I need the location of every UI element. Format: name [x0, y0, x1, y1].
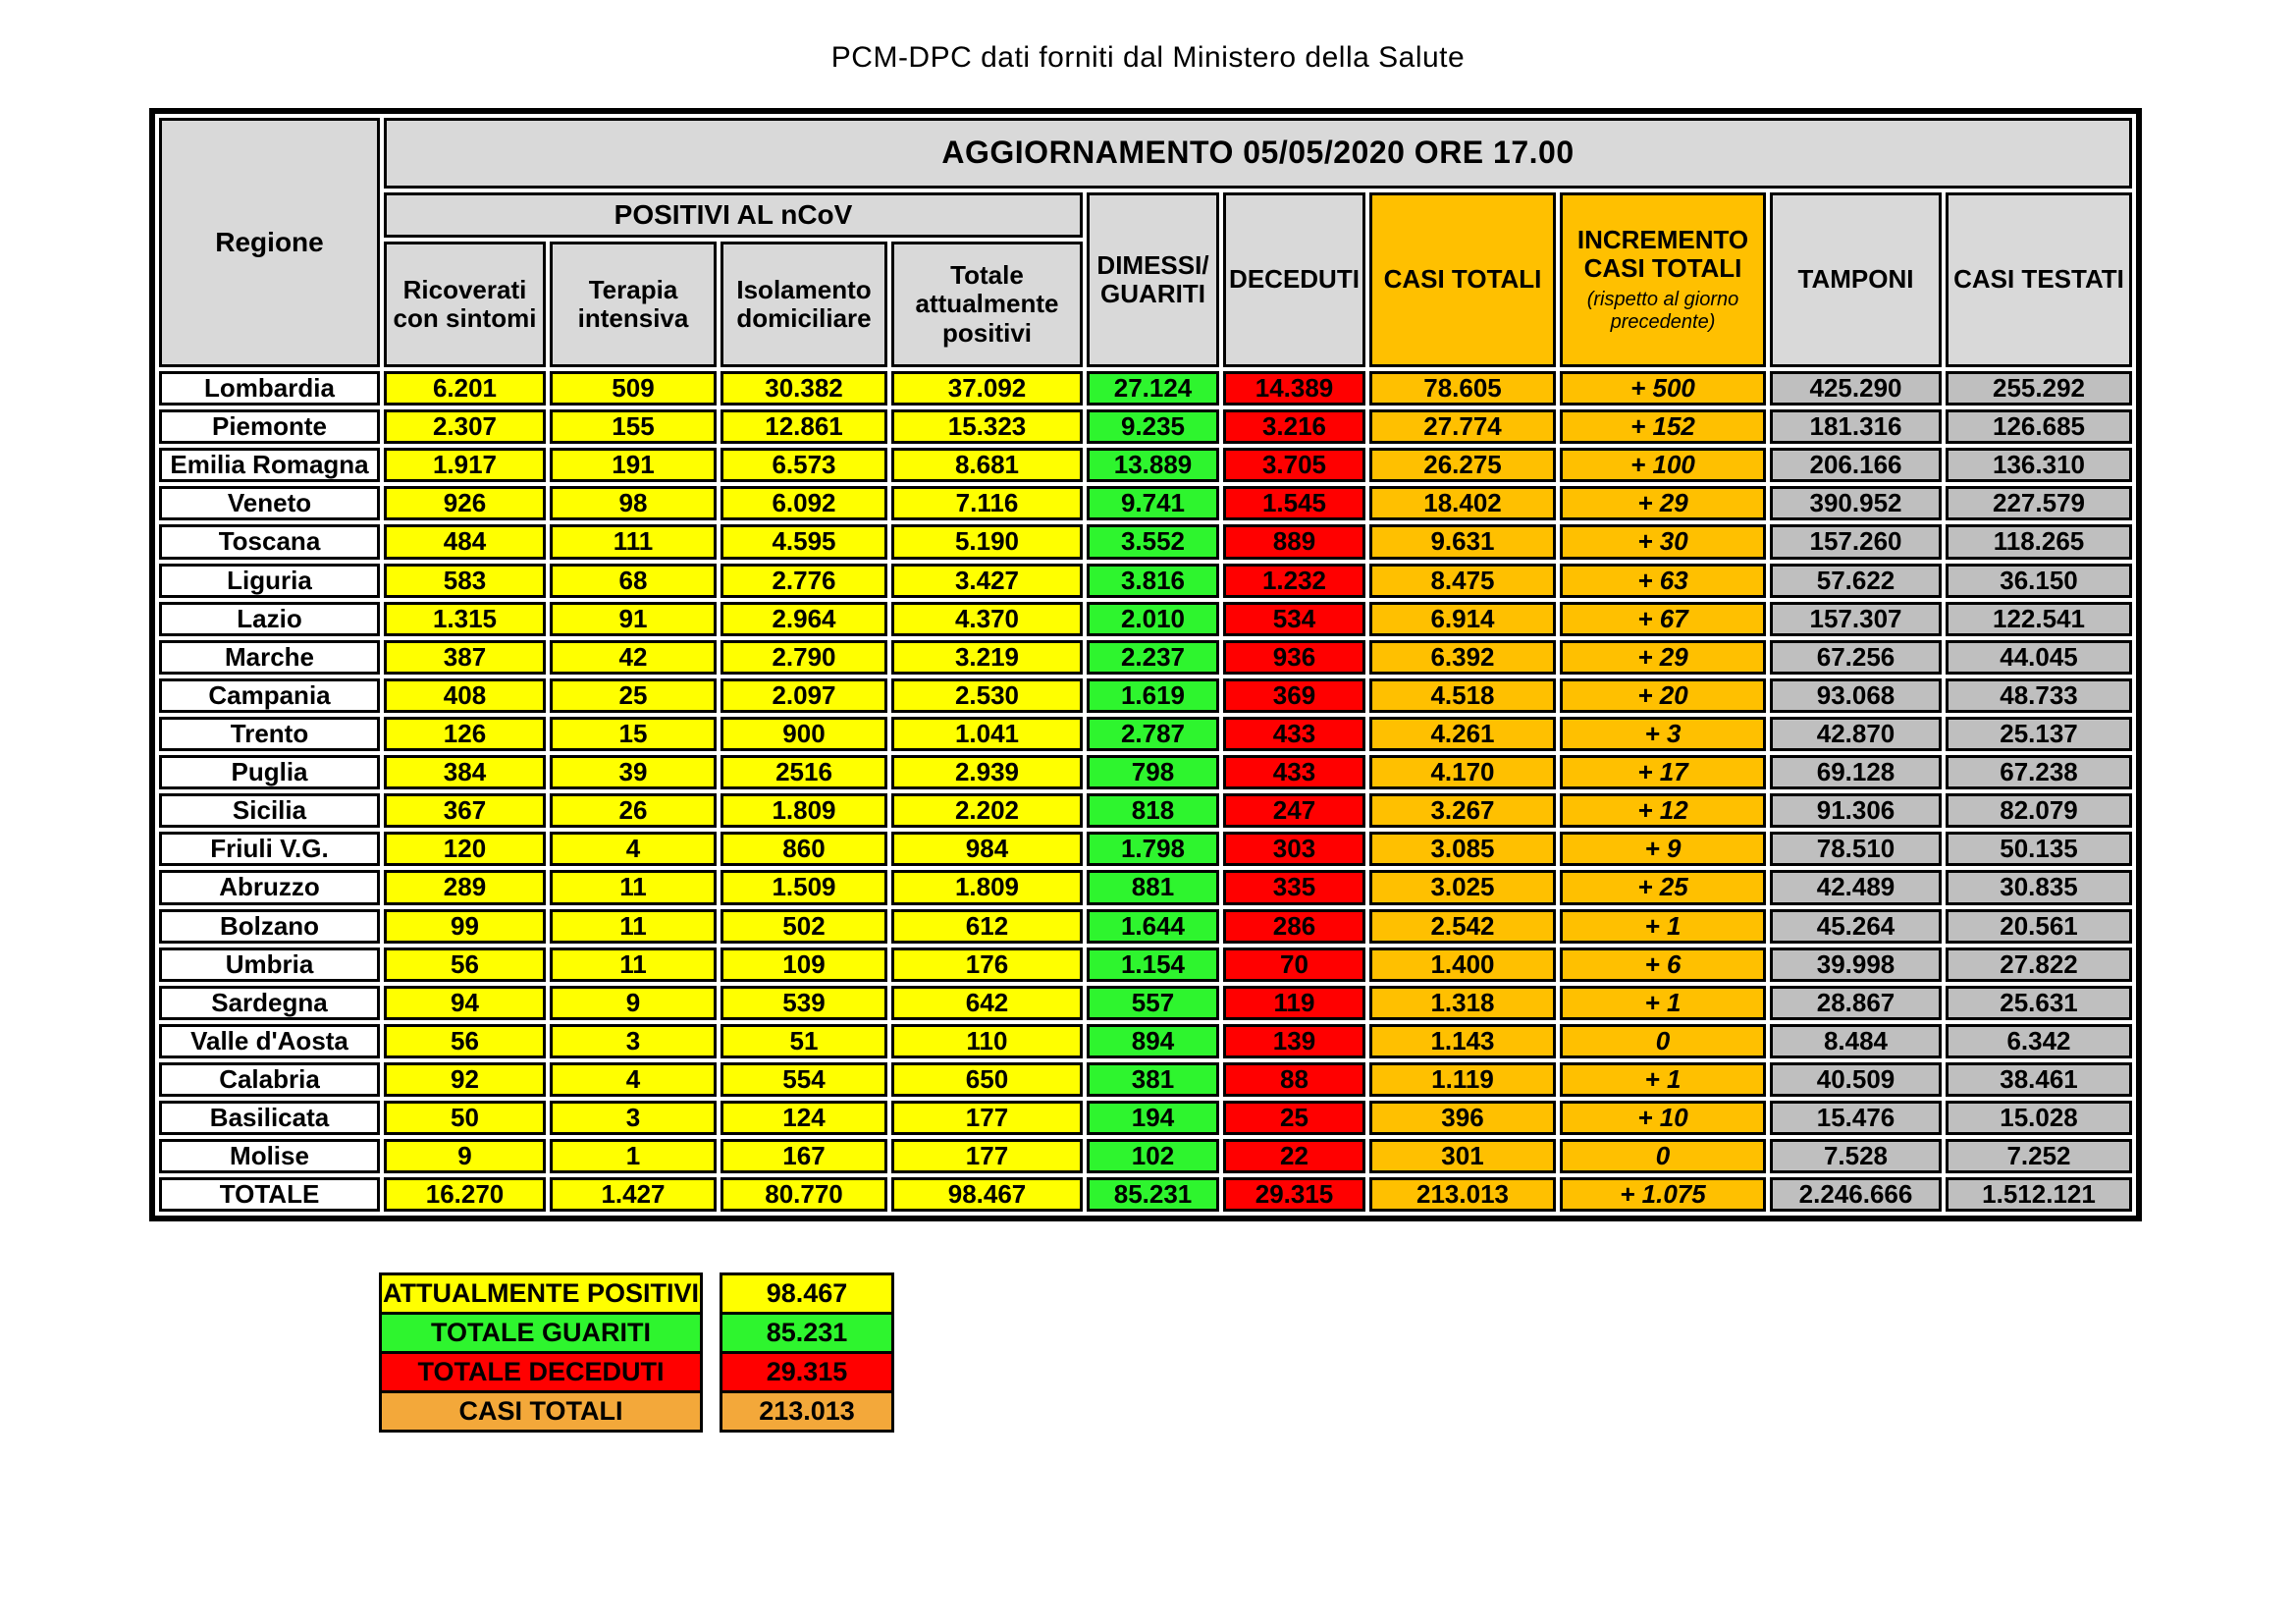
cell-totale-positivi: 2.202 — [891, 793, 1083, 828]
cell-dimessi-guariti: 9.235 — [1087, 409, 1219, 444]
cell-terapia-intensiva: 98 — [550, 486, 717, 520]
cell-tamponi: 390.952 — [1770, 486, 1942, 520]
cell-casi-testati: 36.150 — [1946, 564, 2132, 598]
cell-casi-totali: 301 — [1369, 1139, 1556, 1173]
incremento-label: INCREMENTO CASI TOTALI — [1576, 224, 1749, 283]
cell-tamponi: 91.306 — [1770, 793, 1942, 828]
cell-casi-testati: 48.733 — [1946, 678, 2132, 713]
cell-dimessi-guariti: 1.154 — [1087, 947, 1219, 982]
cell-ricoverati: 94 — [384, 986, 546, 1020]
cell-incremento: + 6 — [1560, 947, 1766, 982]
cell-dimessi-guariti: 13.889 — [1087, 448, 1219, 482]
cell-region-name: Trento — [159, 717, 380, 751]
cell-tamponi: 7.528 — [1770, 1139, 1942, 1173]
cell-ricoverati: 2.307 — [384, 409, 546, 444]
cell-dimessi-guariti: 798 — [1087, 755, 1219, 789]
cell-incremento: + 25 — [1560, 870, 1766, 904]
cell-dimessi-guariti: 3.816 — [1087, 564, 1219, 598]
cell-casi-testati: 15.028 — [1946, 1101, 2132, 1135]
table-header — [159, 118, 2132, 367]
table-row — [159, 1024, 2132, 1058]
cell-isolamento: 554 — [721, 1062, 887, 1097]
cell-totale-positivi: 3.427 — [891, 564, 1083, 598]
cell-ricoverati: 484 — [384, 524, 546, 559]
cell-tamponi: 28.867 — [1770, 986, 1942, 1020]
cell-isolamento: 860 — [721, 832, 887, 866]
cell-isolamento: 12.861 — [721, 409, 887, 444]
cell-incremento: 0 — [1560, 1024, 1766, 1058]
cell-terapia-intensiva: 11 — [550, 870, 717, 904]
table-row — [159, 986, 2132, 1020]
cell-casi-testati: 6.342 — [1946, 1024, 2132, 1058]
cell-dimessi-guariti: 85.231 — [1087, 1177, 1219, 1212]
cell-ricoverati: 9 — [384, 1139, 546, 1173]
cell-totale-positivi: 110 — [891, 1024, 1083, 1058]
cell-casi-testati: 227.579 — [1946, 486, 2132, 520]
cell-casi-testati: 30.835 — [1946, 870, 2132, 904]
table-row — [159, 448, 2132, 482]
cell-casi-testati: 50.135 — [1946, 832, 2132, 866]
cell-tamponi: 40.509 — [1770, 1062, 1942, 1097]
cell-deceduti: 29.315 — [1223, 1177, 1365, 1212]
cell-isolamento: 2.790 — [721, 640, 887, 675]
cell-terapia-intensiva: 15 — [550, 717, 717, 751]
cell-casi-testati: 27.822 — [1946, 947, 2132, 982]
cell-ricoverati: 408 — [384, 678, 546, 713]
cell-tamponi: 57.622 — [1770, 564, 1942, 598]
cell-region-name: Calabria — [159, 1062, 380, 1097]
cell-casi-testati: 82.079 — [1946, 793, 2132, 828]
cell-incremento: 0 — [1560, 1139, 1766, 1173]
cell-region-name: TOTALE — [159, 1177, 380, 1212]
cell-region-name: Campania — [159, 678, 380, 713]
cell-dimessi-guariti: 2.787 — [1087, 717, 1219, 751]
cell-dimessi-guariti: 2.010 — [1087, 602, 1219, 636]
cell-casi-totali: 9.631 — [1369, 524, 1556, 559]
cell-isolamento: 124 — [721, 1101, 887, 1135]
cell-tamponi: 157.307 — [1770, 602, 1942, 636]
cell-ricoverati: 126 — [384, 717, 546, 751]
cell-casi-testati: 136.310 — [1946, 448, 2132, 482]
summary-value-totale-deceduti: 29.315 — [720, 1351, 894, 1393]
col-header-dimessi-guariti: DIMESSI/ GUARITI — [1087, 192, 1219, 367]
cell-ricoverati: 6.201 — [384, 371, 546, 406]
cell-casi-testati: 44.045 — [1946, 640, 2132, 675]
cell-casi-testati: 118.265 — [1946, 524, 2132, 559]
summary-table — [379, 1272, 2296, 1433]
cell-region-name: Puglia — [159, 755, 380, 789]
cell-region-name: Marche — [159, 640, 380, 675]
totale-row — [159, 1177, 2132, 1212]
cell-totale-positivi: 176 — [891, 947, 1083, 982]
cell-totale-positivi: 2.530 — [891, 678, 1083, 713]
cell-isolamento: 30.382 — [721, 371, 887, 406]
summary-label-casi-totali: CASI TOTALI — [379, 1390, 703, 1433]
cell-deceduti: 70 — [1223, 947, 1365, 982]
cell-incremento: + 1 — [1560, 1062, 1766, 1097]
cell-casi-testati: 25.137 — [1946, 717, 2132, 751]
cell-incremento: + 1 — [1560, 909, 1766, 944]
table-row — [159, 602, 2132, 636]
cell-casi-testati: 255.292 — [1946, 371, 2132, 406]
cell-incremento: + 1.075 — [1560, 1177, 1766, 1212]
cell-tamponi: 42.489 — [1770, 870, 1942, 904]
cell-dimessi-guariti: 194 — [1087, 1101, 1219, 1135]
cell-region-name: Sicilia — [159, 793, 380, 828]
cell-casi-totali: 26.275 — [1369, 448, 1556, 482]
cell-tamponi: 39.998 — [1770, 947, 1942, 982]
covid-region-table — [149, 108, 2142, 1221]
cell-isolamento: 109 — [721, 947, 887, 982]
summary-labels-column — [379, 1272, 703, 1433]
cell-region-name: Liguria — [159, 564, 380, 598]
cell-region-name: Lombardia — [159, 371, 380, 406]
cell-ricoverati: 384 — [384, 755, 546, 789]
cell-dimessi-guariti: 818 — [1087, 793, 1219, 828]
cell-ricoverati: 120 — [384, 832, 546, 866]
cell-region-name: Sardegna — [159, 986, 380, 1020]
cell-isolamento: 502 — [721, 909, 887, 944]
cell-region-name: Lazio — [159, 602, 380, 636]
cell-terapia-intensiva: 26 — [550, 793, 717, 828]
cell-deceduti: 534 — [1223, 602, 1365, 636]
cell-deceduti: 3.216 — [1223, 409, 1365, 444]
cell-isolamento: 2.964 — [721, 602, 887, 636]
cell-incremento: + 3 — [1560, 717, 1766, 751]
cell-deceduti: 433 — [1223, 717, 1365, 751]
summary-label-totale-guariti: TOTALE GUARITI — [379, 1312, 703, 1354]
cell-totale-positivi: 98.467 — [891, 1177, 1083, 1212]
cell-incremento: + 10 — [1560, 1101, 1766, 1135]
cell-isolamento: 51 — [721, 1024, 887, 1058]
page-title: PCM-DPC dati forniti dal Ministero della Salute — [830, 41, 1466, 74]
cell-isolamento: 80.770 — [721, 1177, 887, 1212]
col-header-isolamento: Isolamento domiciliare — [721, 242, 887, 367]
cell-deceduti: 286 — [1223, 909, 1365, 944]
cell-casi-totali: 2.542 — [1369, 909, 1556, 944]
cell-casi-totali: 1.143 — [1369, 1024, 1556, 1058]
col-header-deceduti: DECEDUTI — [1223, 192, 1365, 367]
cell-deceduti: 1.232 — [1223, 564, 1365, 598]
table-body — [159, 371, 2132, 1212]
cell-incremento: + 17 — [1560, 755, 1766, 789]
cell-incremento: + 100 — [1560, 448, 1766, 482]
cell-terapia-intensiva: 191 — [550, 448, 717, 482]
cell-region-name: Molise — [159, 1139, 380, 1173]
cell-dimessi-guariti: 1.798 — [1087, 832, 1219, 866]
summary-label-attualmente-positivi: ATTUALMENTE POSITIVI — [379, 1272, 703, 1315]
cell-tamponi: 69.128 — [1770, 755, 1942, 789]
table-row — [159, 793, 2132, 828]
cell-isolamento: 2.776 — [721, 564, 887, 598]
table-row — [159, 1101, 2132, 1135]
table-row — [159, 678, 2132, 713]
table-row — [159, 371, 2132, 406]
cell-dimessi-guariti: 1.619 — [1087, 678, 1219, 713]
cell-terapia-intensiva: 11 — [550, 909, 717, 944]
cell-totale-positivi: 2.939 — [891, 755, 1083, 789]
cell-deceduti: 335 — [1223, 870, 1365, 904]
cell-tamponi: 2.246.666 — [1770, 1177, 1942, 1212]
cell-ricoverati: 56 — [384, 947, 546, 982]
cell-region-name: Bolzano — [159, 909, 380, 944]
cell-region-name: Emilia Romagna — [159, 448, 380, 482]
cell-ricoverati: 56 — [384, 1024, 546, 1058]
cell-dimessi-guariti: 3.552 — [1087, 524, 1219, 559]
cell-ricoverati: 92 — [384, 1062, 546, 1097]
cell-casi-totali: 1.119 — [1369, 1062, 1556, 1097]
cell-deceduti: 303 — [1223, 832, 1365, 866]
table-row — [159, 909, 2132, 944]
cell-isolamento: 6.573 — [721, 448, 887, 482]
cell-totale-positivi: 37.092 — [891, 371, 1083, 406]
cell-casi-totali: 18.402 — [1369, 486, 1556, 520]
cell-isolamento: 1.809 — [721, 793, 887, 828]
cell-ricoverati: 387 — [384, 640, 546, 675]
cell-region-name: Abruzzo — [159, 870, 380, 904]
cell-totale-positivi: 5.190 — [891, 524, 1083, 559]
cell-ricoverati: 926 — [384, 486, 546, 520]
table-row — [159, 409, 2132, 444]
col-group-positivi-ncov: POSITIVI AL nCoV — [384, 192, 1083, 238]
cell-region-name: Veneto — [159, 486, 380, 520]
cell-terapia-intensiva: 3 — [550, 1101, 717, 1135]
col-header-casi-totali: CASI TOTALI — [1369, 192, 1556, 367]
cell-casi-totali: 4.170 — [1369, 755, 1556, 789]
cell-dimessi-guariti: 894 — [1087, 1024, 1219, 1058]
cell-deceduti: 936 — [1223, 640, 1365, 675]
cell-totale-positivi: 1.041 — [891, 717, 1083, 751]
col-header-totale-positivi: Totale attualmente positivi — [891, 242, 1083, 367]
table-row — [159, 640, 2132, 675]
cell-casi-totali: 1.318 — [1369, 986, 1556, 1020]
cell-casi-testati: 38.461 — [1946, 1062, 2132, 1097]
cell-casi-testati: 122.541 — [1946, 602, 2132, 636]
table-row — [159, 832, 2132, 866]
cell-casi-totali: 6.392 — [1369, 640, 1556, 675]
cell-casi-totali: 4.518 — [1369, 678, 1556, 713]
cell-deceduti: 139 — [1223, 1024, 1365, 1058]
cell-tamponi: 93.068 — [1770, 678, 1942, 713]
col-header-ricoverati: Ricoverati con sintomi — [384, 242, 546, 367]
cell-terapia-intensiva: 39 — [550, 755, 717, 789]
cell-incremento: + 152 — [1560, 409, 1766, 444]
cell-ricoverati: 50 — [384, 1101, 546, 1135]
cell-totale-positivi: 650 — [891, 1062, 1083, 1097]
cell-totale-positivi: 8.681 — [891, 448, 1083, 482]
cell-terapia-intensiva: 42 — [550, 640, 717, 675]
cell-tamponi: 78.510 — [1770, 832, 1942, 866]
cell-terapia-intensiva: 9 — [550, 986, 717, 1020]
cell-casi-totali: 6.914 — [1369, 602, 1556, 636]
cell-incremento: + 63 — [1560, 564, 1766, 598]
cell-ricoverati: 99 — [384, 909, 546, 944]
cell-deceduti: 14.389 — [1223, 371, 1365, 406]
cell-deceduti: 3.705 — [1223, 448, 1365, 482]
cell-terapia-intensiva: 25 — [550, 678, 717, 713]
cell-totale-positivi: 7.116 — [891, 486, 1083, 520]
cell-terapia-intensiva: 3 — [550, 1024, 717, 1058]
cell-incremento: + 29 — [1560, 640, 1766, 675]
cell-casi-testati: 67.238 — [1946, 755, 2132, 789]
cell-dimessi-guariti: 9.741 — [1087, 486, 1219, 520]
cell-ricoverati: 1.315 — [384, 602, 546, 636]
cell-casi-totali: 1.400 — [1369, 947, 1556, 982]
update-header: AGGIORNAMENTO 05/05/2020 ORE 17.00 — [384, 118, 2132, 189]
cell-totale-positivi: 1.809 — [891, 870, 1083, 904]
cell-deceduti: 889 — [1223, 524, 1365, 559]
cell-incremento: + 9 — [1560, 832, 1766, 866]
cell-ricoverati: 289 — [384, 870, 546, 904]
cell-casi-testati: 7.252 — [1946, 1139, 2132, 1173]
cell-tamponi: 157.260 — [1770, 524, 1942, 559]
table-row — [159, 564, 2132, 598]
cell-terapia-intensiva: 1 — [550, 1139, 717, 1173]
cell-terapia-intensiva: 4 — [550, 1062, 717, 1097]
cell-region-name: Umbria — [159, 947, 380, 982]
cell-terapia-intensiva: 68 — [550, 564, 717, 598]
cell-deceduti: 88 — [1223, 1062, 1365, 1097]
cell-dimessi-guariti: 27.124 — [1087, 371, 1219, 406]
cell-totale-positivi: 3.219 — [891, 640, 1083, 675]
col-header-casi-testati: CASI TESTATI — [1946, 192, 2132, 367]
cell-incremento: + 12 — [1560, 793, 1766, 828]
cell-isolamento: 2516 — [721, 755, 887, 789]
cell-incremento: + 20 — [1560, 678, 1766, 713]
cell-isolamento: 6.092 — [721, 486, 887, 520]
cell-incremento: + 67 — [1560, 602, 1766, 636]
cell-deceduti: 433 — [1223, 755, 1365, 789]
cell-dimessi-guariti: 881 — [1087, 870, 1219, 904]
cell-isolamento: 2.097 — [721, 678, 887, 713]
cell-region-name: Basilicata — [159, 1101, 380, 1135]
cell-totale-positivi: 177 — [891, 1101, 1083, 1135]
col-header-regione: Regione — [159, 118, 380, 367]
cell-terapia-intensiva: 91 — [550, 602, 717, 636]
cell-terapia-intensiva: 11 — [550, 947, 717, 982]
cell-casi-totali: 4.261 — [1369, 717, 1556, 751]
cell-region-name: Toscana — [159, 524, 380, 559]
table-row — [159, 870, 2132, 904]
cell-terapia-intensiva: 111 — [550, 524, 717, 559]
cell-deceduti: 369 — [1223, 678, 1365, 713]
cell-casi-testati: 25.631 — [1946, 986, 2132, 1020]
cell-casi-testati: 1.512.121 — [1946, 1177, 2132, 1212]
table-row — [159, 1062, 2132, 1097]
cell-casi-totali: 78.605 — [1369, 371, 1556, 406]
cell-deceduti: 247 — [1223, 793, 1365, 828]
cell-totale-positivi: 612 — [891, 909, 1083, 944]
cell-dimessi-guariti: 2.237 — [1087, 640, 1219, 675]
cell-incremento: + 29 — [1560, 486, 1766, 520]
table-row — [159, 1139, 2132, 1173]
cell-ricoverati: 16.270 — [384, 1177, 546, 1212]
cell-totale-positivi: 4.370 — [891, 602, 1083, 636]
cell-ricoverati: 1.917 — [384, 448, 546, 482]
cell-tamponi: 206.166 — [1770, 448, 1942, 482]
cell-totale-positivi: 177 — [891, 1139, 1083, 1173]
cell-isolamento: 539 — [721, 986, 887, 1020]
cell-deceduti: 22 — [1223, 1139, 1365, 1173]
col-header-terapia-intensiva: Terapia intensiva — [550, 242, 717, 367]
cell-isolamento: 900 — [721, 717, 887, 751]
summary-values-column — [720, 1272, 894, 1433]
col-header-tamponi: TAMPONI — [1770, 192, 1942, 367]
cell-tamponi: 42.870 — [1770, 717, 1942, 751]
summary-value-casi-totali: 213.013 — [720, 1390, 894, 1433]
cell-deceduti: 119 — [1223, 986, 1365, 1020]
cell-isolamento: 4.595 — [721, 524, 887, 559]
col-header-incremento — [1560, 192, 1766, 367]
cell-tamponi: 15.476 — [1770, 1101, 1942, 1135]
cell-deceduti: 25 — [1223, 1101, 1365, 1135]
table-row — [159, 486, 2132, 520]
cell-isolamento: 1.509 — [721, 870, 887, 904]
cell-casi-totali: 3.267 — [1369, 793, 1556, 828]
cell-incremento: + 30 — [1560, 524, 1766, 559]
cell-dimessi-guariti: 1.644 — [1087, 909, 1219, 944]
cell-incremento: + 500 — [1560, 371, 1766, 406]
summary-value-totale-guariti: 85.231 — [720, 1312, 894, 1354]
cell-tamponi: 181.316 — [1770, 409, 1942, 444]
cell-deceduti: 1.545 — [1223, 486, 1365, 520]
cell-casi-totali: 27.774 — [1369, 409, 1556, 444]
table-row — [159, 947, 2132, 982]
cell-terapia-intensiva: 155 — [550, 409, 717, 444]
summary-value-attualmente-positivi: 98.467 — [720, 1272, 894, 1315]
cell-tamponi: 67.256 — [1770, 640, 1942, 675]
cell-dimessi-guariti: 102 — [1087, 1139, 1219, 1173]
incremento-note: (rispetto al giorno precedente) — [1586, 289, 1739, 334]
cell-totale-positivi: 15.323 — [891, 409, 1083, 444]
cell-incremento: + 1 — [1560, 986, 1766, 1020]
cell-tamponi: 425.290 — [1770, 371, 1942, 406]
cell-totale-positivi: 984 — [891, 832, 1083, 866]
cell-region-name: Piemonte — [159, 409, 380, 444]
cell-tamponi: 8.484 — [1770, 1024, 1942, 1058]
cell-dimessi-guariti: 557 — [1087, 986, 1219, 1020]
cell-terapia-intensiva: 4 — [550, 832, 717, 866]
cell-totale-positivi: 642 — [891, 986, 1083, 1020]
cell-region-name: Valle d'Aosta — [159, 1024, 380, 1058]
cell-casi-testati: 126.685 — [1946, 409, 2132, 444]
summary-label-totale-deceduti: TOTALE DECEDUTI — [379, 1351, 703, 1393]
cell-isolamento: 167 — [721, 1139, 887, 1173]
table-row — [159, 524, 2132, 559]
cell-region-name: Friuli V.G. — [159, 832, 380, 866]
cell-tamponi: 45.264 — [1770, 909, 1942, 944]
cell-dimessi-guariti: 381 — [1087, 1062, 1219, 1097]
cell-terapia-intensiva: 1.427 — [550, 1177, 717, 1212]
cell-casi-totali: 3.085 — [1369, 832, 1556, 866]
table-row — [159, 717, 2132, 751]
cell-casi-totali: 213.013 — [1369, 1177, 1556, 1212]
cell-casi-testati: 20.561 — [1946, 909, 2132, 944]
cell-casi-totali: 3.025 — [1369, 870, 1556, 904]
table-row — [159, 755, 2132, 789]
cell-casi-totali: 396 — [1369, 1101, 1556, 1135]
cell-ricoverati: 367 — [384, 793, 546, 828]
cell-terapia-intensiva: 509 — [550, 371, 717, 406]
cell-casi-totali: 8.475 — [1369, 564, 1556, 598]
cell-ricoverati: 583 — [384, 564, 546, 598]
